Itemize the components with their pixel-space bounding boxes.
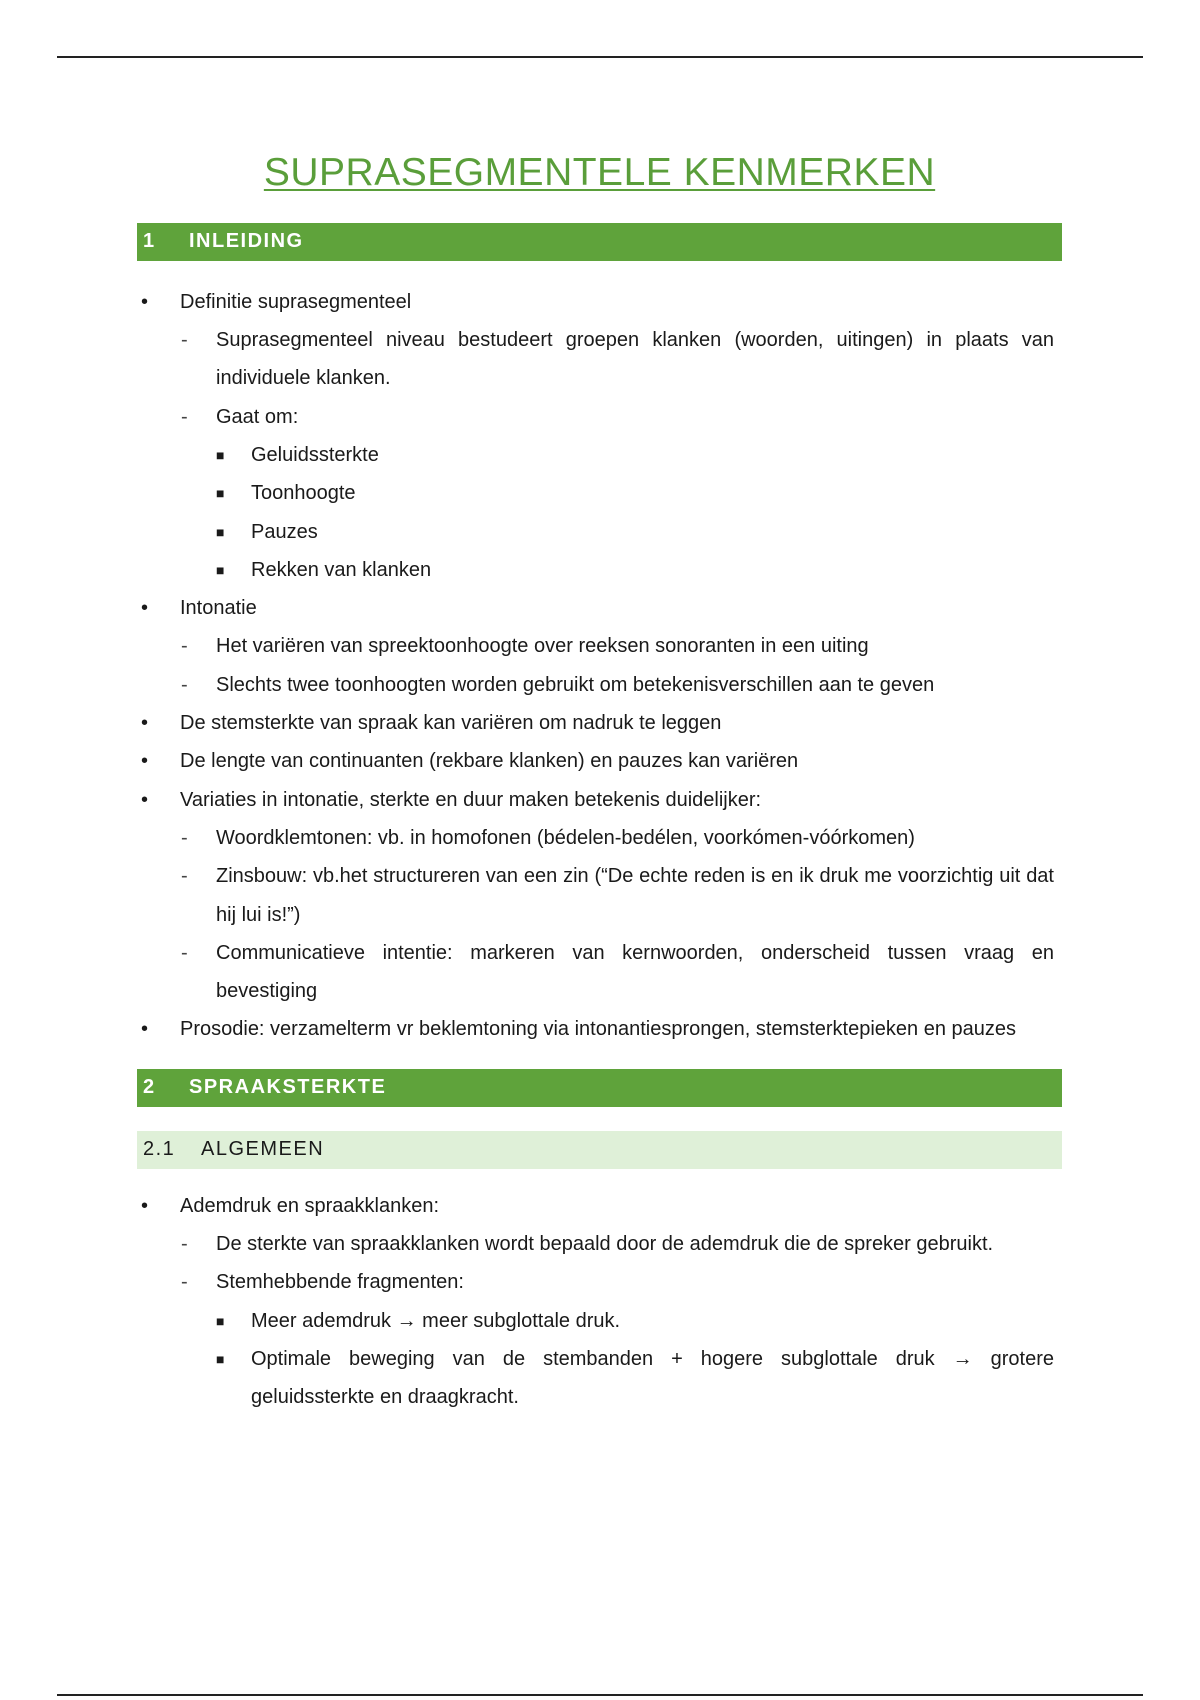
bullet-marker: • — [141, 788, 149, 811]
square-marker: ■ — [216, 561, 225, 578]
list-item-text: Suprasegmenteel niveau bestudeert groepen klanken (woorden, uitingen) in plaats van individuele klanken. — [216, 329, 1054, 390]
list-item-text: Slechts twee toonhoogten worden gebruikt om betekenisverschillen aan te geven — [216, 673, 935, 696]
section-number: 1 — [143, 230, 156, 253]
list-item — [137, 857, 1062, 934]
list-item-text: Geluidssterkte — [251, 443, 379, 466]
list-item — [137, 283, 1062, 589]
list-item-text: Prosodie: verzamelterm vr beklemtoning via intonantiesprongen, stemsterktepieken en pauzes — [180, 1018, 1016, 1041]
subsection-number: 2.1 — [143, 1138, 176, 1161]
list-item-text: Communicatieve intentie: markeren van kernwoorden, onderscheid tussen vraag en bevestiging — [216, 941, 1054, 1003]
list-item — [137, 1225, 1062, 1263]
square-marker: ■ — [216, 1312, 225, 1329]
list-item-text: De sterkte van spraakklanken wordt bepaald door de ademdruk die de spreker gebruikt. — [216, 1233, 994, 1256]
list-item-text: Ademdruk en spraakklanken: — [180, 1194, 440, 1217]
list-item — [137, 398, 1062, 589]
section-label: SPRAAKSTERKTE — [189, 1076, 387, 1099]
square-marker: ■ — [216, 446, 225, 463]
list-item — [137, 819, 1062, 857]
list-item — [137, 666, 1062, 704]
bullet-marker: • — [141, 1018, 149, 1041]
list-item — [137, 1187, 1062, 1417]
algemeen-list — [137, 1187, 1062, 1417]
footer-rule — [57, 1694, 1143, 1696]
bullet-marker: • — [141, 290, 149, 313]
header-rule — [57, 56, 1143, 58]
dash-marker: - — [181, 405, 188, 428]
list-item — [137, 513, 1062, 551]
list-item-text: Variaties in intonatie, sterkte en duur maken betekenis duidelijker: — [180, 788, 762, 811]
list-item-text: Pauzes — [251, 520, 318, 543]
dash-marker: - — [181, 941, 188, 964]
subsection-label: ALGEMEEN — [201, 1138, 325, 1161]
dash-marker: - — [181, 826, 188, 849]
list-item — [137, 1010, 1062, 1048]
list-item-text: Optimale beweging van de stembanden + hogere subglottale druk → grotere geluidssterkte en draagkracht. — [251, 1347, 1054, 1409]
list-item-text: Het variëren van spreektoonhoogte over reeksen sonoranten in een uiting — [216, 635, 869, 658]
section-heading-inleiding — [137, 223, 1062, 261]
bullet-marker: • — [141, 750, 149, 773]
document-body — [137, 150, 1062, 1437]
bullet-marker: • — [141, 1194, 149, 1217]
list-item-text: De stemsterkte van spraak kan variëren om nadruk te leggen — [180, 712, 722, 735]
list-item-text: Intonatie — [180, 597, 257, 620]
section-number: 2 — [143, 1076, 156, 1099]
bullet-marker: • — [141, 597, 149, 620]
list-item — [137, 704, 1062, 742]
list-item — [137, 551, 1062, 589]
list-item — [137, 321, 1062, 398]
list-item-text: Definitie suprasegmenteel — [180, 290, 412, 313]
square-marker: ■ — [216, 1350, 225, 1367]
dash-marker: - — [181, 635, 188, 658]
list-item — [137, 1302, 1062, 1340]
list-item — [137, 474, 1062, 512]
bullet-marker: • — [141, 712, 149, 735]
square-marker: ■ — [216, 523, 225, 540]
dash-marker: - — [181, 1233, 188, 1256]
dash-marker: - — [181, 1271, 188, 1294]
dash-marker: - — [181, 329, 188, 352]
list-item — [137, 589, 1062, 704]
square-marker: ■ — [216, 485, 225, 502]
list-item — [137, 436, 1062, 474]
list-item — [137, 781, 1062, 1011]
list-item-text: Gaat om: — [216, 405, 299, 428]
list-item — [137, 1263, 1062, 1416]
list-item — [137, 934, 1062, 1011]
subsection-heading-algemeen — [137, 1131, 1062, 1169]
list-item-text: Toonhoogte — [251, 482, 356, 505]
section-label: INLEIDING — [189, 230, 304, 253]
list-item — [137, 627, 1062, 665]
dash-marker: - — [181, 673, 188, 696]
list-item-text: Stemhebbende fragmenten: — [216, 1271, 464, 1294]
list-item — [137, 742, 1062, 780]
page-title: SUPRASEGMENTELE KENMERKEN — [263, 151, 936, 194]
dash-marker: - — [181, 865, 188, 888]
section-heading-spraaksterkte — [137, 1069, 1062, 1107]
inleiding-list — [137, 283, 1062, 1049]
list-item — [137, 1340, 1062, 1417]
list-item-text: Woordklemtonen: vb. in homofonen (bédelen-bedélen, voorkómen-vóórkomen) — [216, 826, 915, 849]
list-item-text: Rekken van klanken — [251, 558, 432, 581]
list-item-text: De lengte van continuanten (rekbare klanken) en pauzes kan variëren — [180, 750, 799, 773]
list-item-text: Zinsbouw: vb.het structureren van een zin (“De echte reden is en ik druk me voorzichtig uit dat hij lui is!”) — [216, 865, 1054, 926]
list-item-text: Meer ademdruk → meer subglottale druk. — [251, 1309, 621, 1332]
